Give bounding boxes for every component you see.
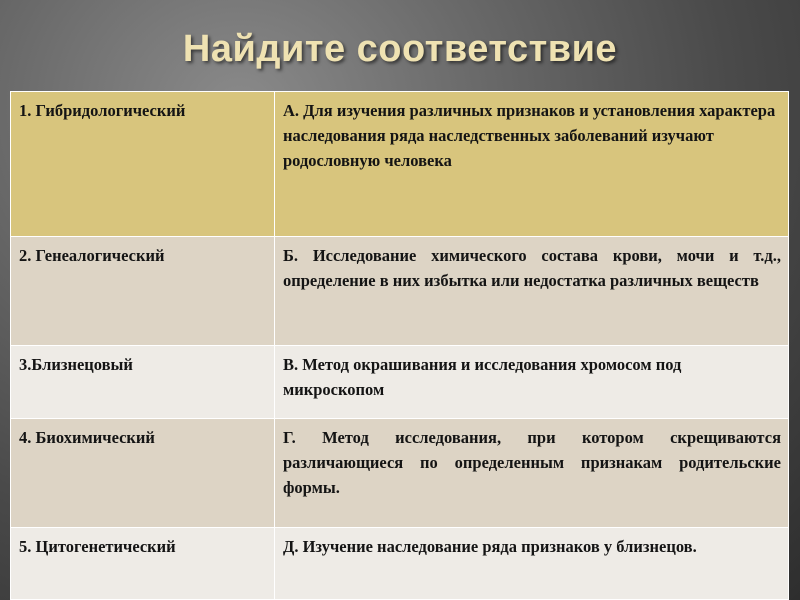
method-cell: 4. Биохимический xyxy=(11,419,275,528)
description-cell: Д. Изучение наследование ряда признаков у близнецов. xyxy=(275,528,789,600)
description-cell: Г. Метод исследования, при котором скрещиваются различающиеся по определенным признакам родительские формы. xyxy=(275,419,789,528)
table-row xyxy=(11,346,789,419)
matching-table xyxy=(10,91,789,600)
slide-title: Найдите соответствие xyxy=(182,28,618,70)
description-cell: А. Для изучения различных признаков и установления характера наследования ряда наследственных заболеваний изучают родословную человека xyxy=(275,92,789,237)
table-row xyxy=(11,419,789,528)
table-row xyxy=(11,237,789,346)
description-cell: Б. Исследование химического состава крови, мочи и т.д., определение в них избытка или недостатка различных веществ xyxy=(275,237,789,346)
method-cell: 1. Гибридологический xyxy=(11,92,275,237)
method-cell: 2. Генеалогический xyxy=(11,237,275,346)
description-cell: В. Метод окрашивания и исследования хромосом под микроскопом xyxy=(275,346,789,419)
method-cell: 5. Цитогенетический xyxy=(11,528,275,600)
method-cell: 3.Близнецовый xyxy=(11,346,275,419)
table-row xyxy=(11,92,789,237)
table-row xyxy=(11,528,789,600)
